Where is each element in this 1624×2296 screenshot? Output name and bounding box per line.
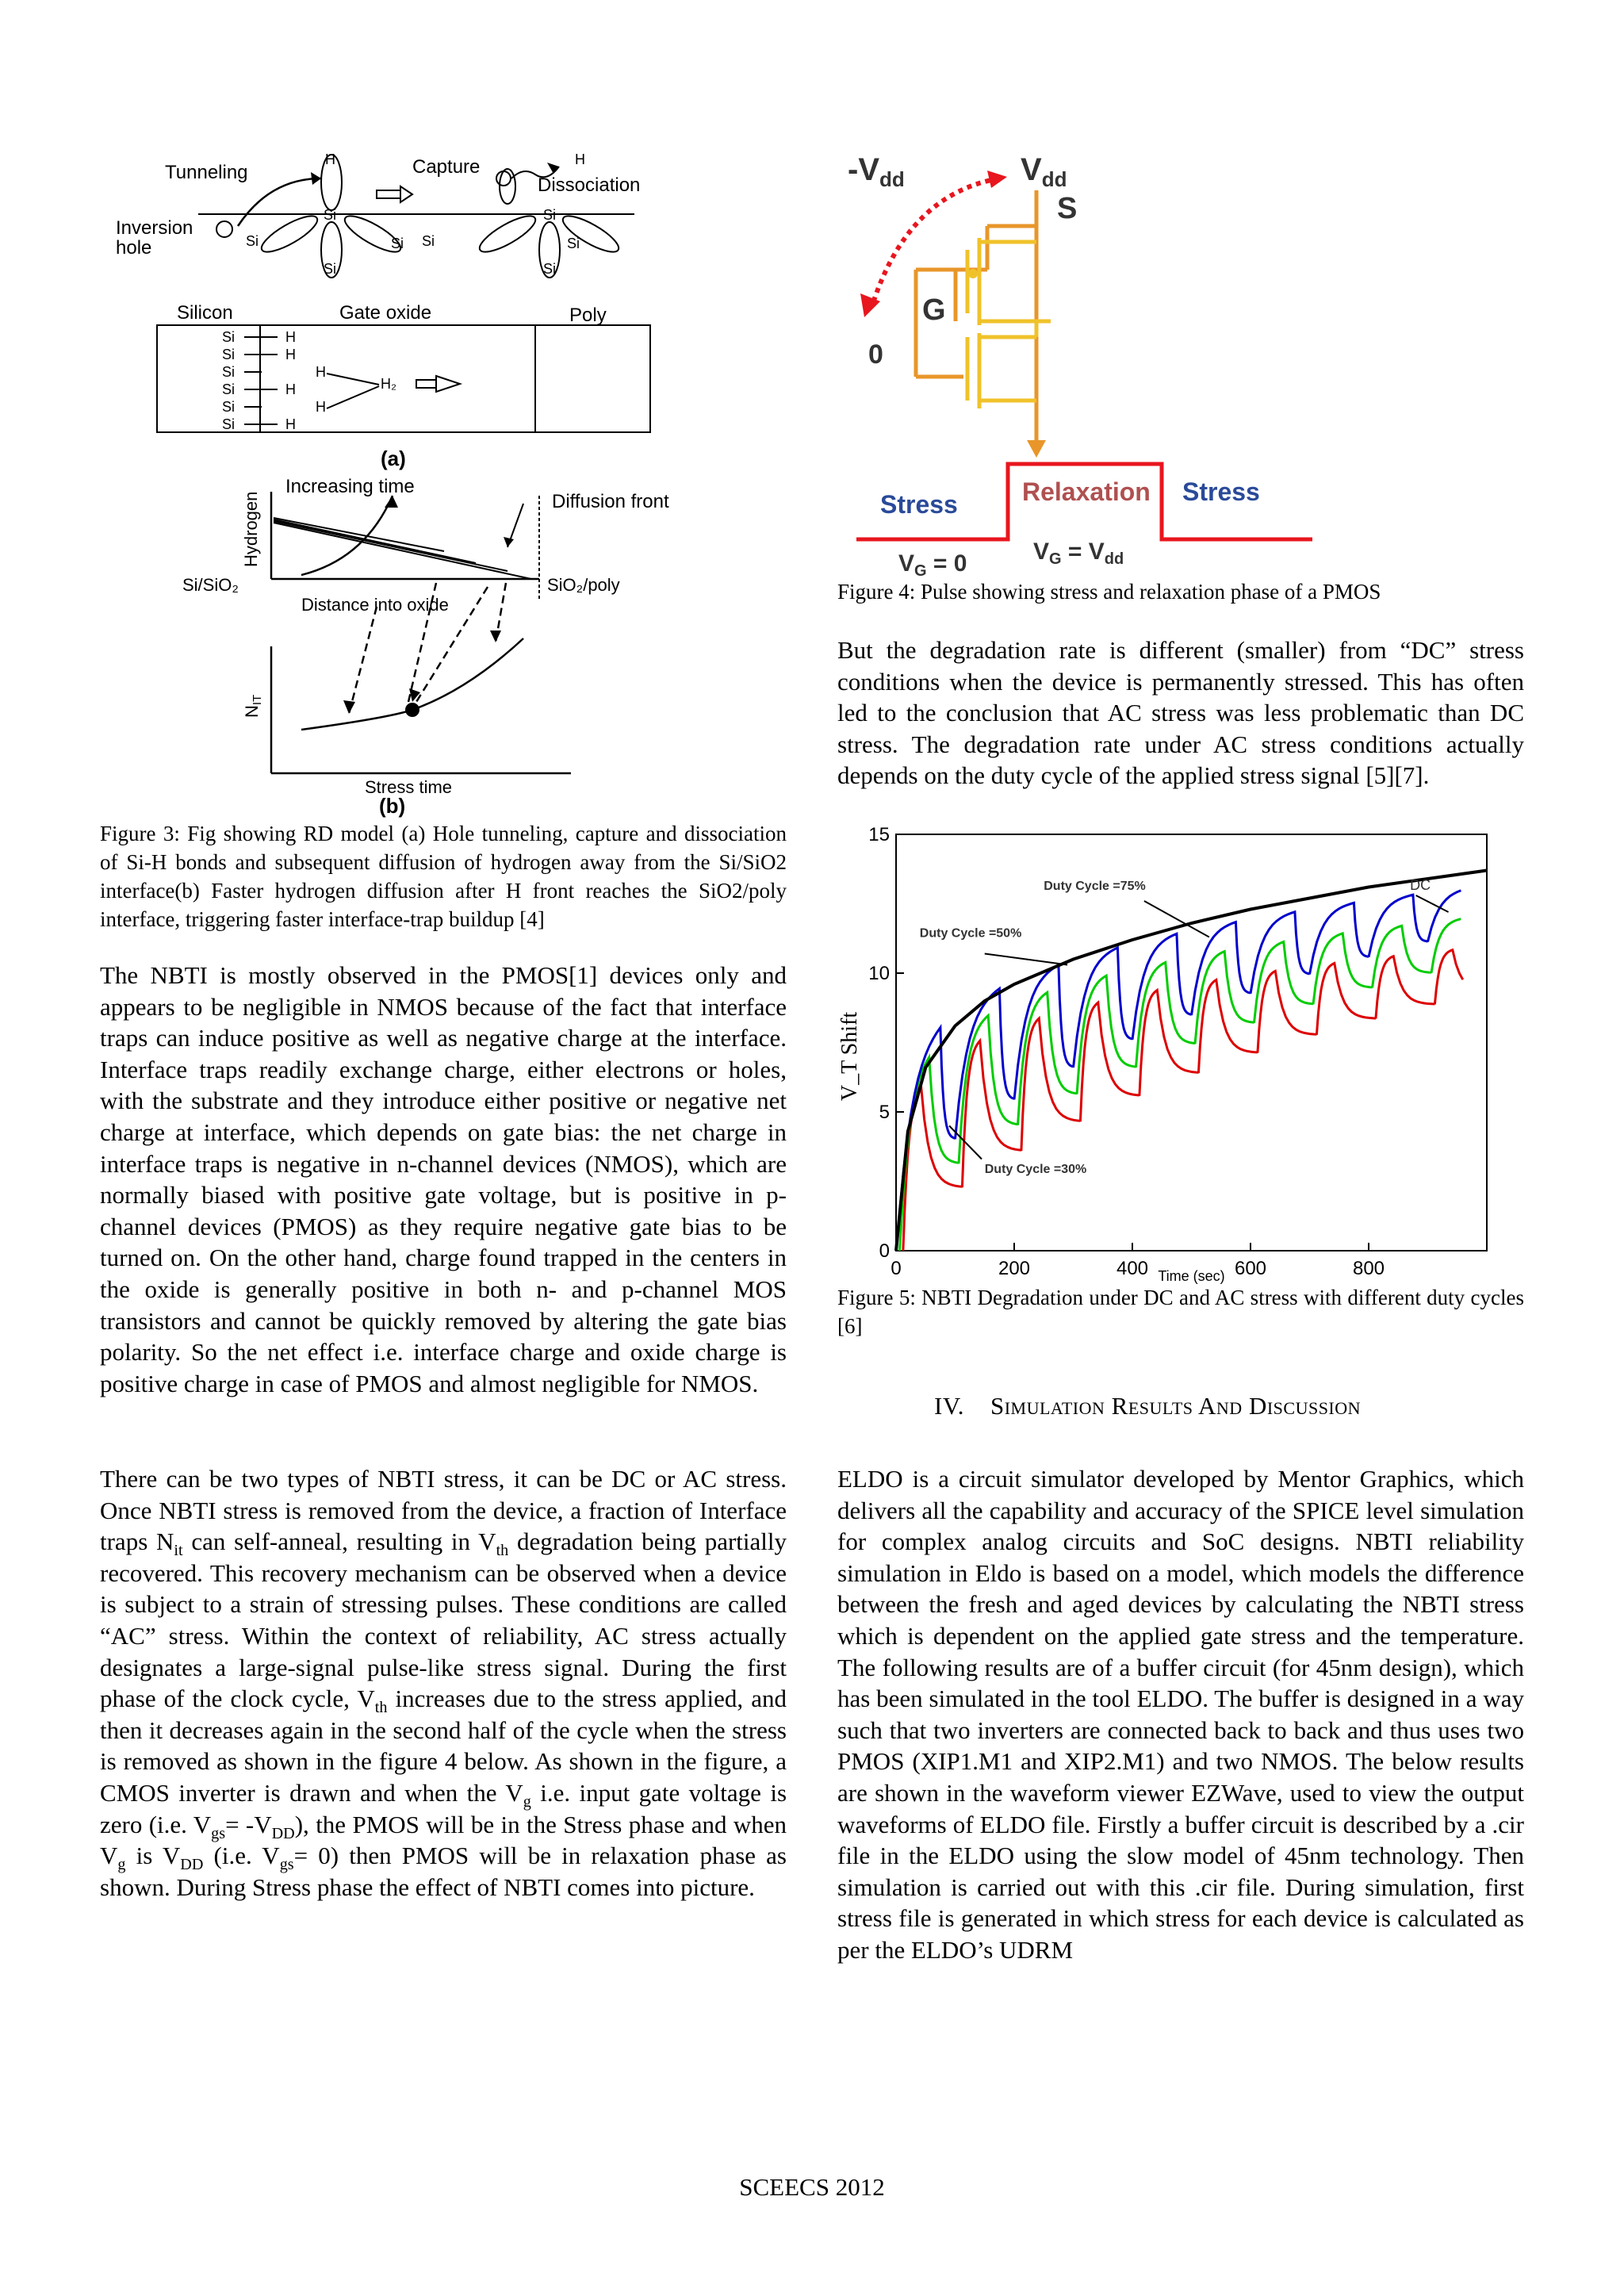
- section-heading: [934, 1392, 1361, 1420]
- annotation-label: Duty Cycle =75%: [1044, 880, 1146, 893]
- figure-5-chart: [829, 825, 1499, 1285]
- label-vg-vdd: $V_G = V_{dd}$: [1033, 539, 1124, 568]
- label-dissociation: Dissociation: [538, 174, 641, 196]
- h-col-3: H: [316, 364, 326, 380]
- series-line-duty-cycle-30-: [903, 950, 1463, 1251]
- left-paragraph-2: There can be two types of NBTI stress, it can be DC or AC stress. Once NBTI stress is removed from the device, a fraction of Interface traps $N_{it}$ can self-anneal, resulting in $V_{th}$ degradation being partially recovered. This recovery mechanism can be observed when a device is subject to a strain of stressing pulses. These conditions are called “AC” stress. Within the context of reliability, AC stress actually designates a large-signal pulse-like stress signal. During the first phase of the clock cycle, $V_{th}$ increases due to the stress applied, and then it decreases again in the second half of the cycle when the stress is removed as shown in the figure 4 below. As shown in the figure, a CMOS inverter is drawn and when the $V_g$ i.e. input gate voltage is zero (i.e. $V_{gs}= -V_{DD}$), the PMOS will be in the Stress phase and when $V_g$ is $V_{DD}$ (i.e. $V_{gs}= 0$) then PMOS will be in relaxation phase as shown. During Stress phase the effect of NBTI comes into picture.: [100, 1465, 787, 1901]
- label-poly: Poly: [569, 305, 607, 326]
- annotation-label: Duty Cycle =30%: [984, 1163, 1087, 1176]
- figure-3b-diagram: [174, 472, 690, 817]
- annotation-arrow: [985, 954, 1067, 965]
- label-stress-right: Stress: [1182, 477, 1260, 506]
- label-silicon: Silicon: [177, 302, 233, 324]
- label-tunneling: Tunneling: [165, 162, 248, 183]
- x-tick-label: 200: [998, 1258, 1031, 1279]
- page-footer: SCEECS 2012: [739, 2173, 885, 2201]
- series-line-duty-cycle-75-: [896, 891, 1461, 1251]
- y-tick-label: 15: [868, 824, 890, 845]
- annotation-arrow: [1144, 901, 1209, 937]
- si-col-1: Si: [222, 329, 236, 345]
- si-col-2: Si: [222, 347, 236, 362]
- label-gate-oxide: Gate oxide: [339, 302, 432, 324]
- h-col-2: H: [285, 347, 296, 362]
- figure-4-diagram: [837, 147, 1328, 580]
- label-vdd: $V_{dd}$: [1021, 152, 1067, 191]
- label-increasing-time: Increasing time: [285, 476, 415, 497]
- label-stress-left: Stress: [880, 490, 958, 519]
- label-zero: 0: [868, 339, 883, 370]
- label-relaxation: Relaxation: [1022, 477, 1151, 506]
- y-tick-label: 10: [868, 963, 890, 984]
- figure-3-caption: Figure 3: Fig showing RD model (a) Hole tunneling, capture and dissociation of Si-H bonds and subsequent diffusion of hydrogen away from the Si/SiO2 interface(b) Faster hydrogen diffusion after H front reaches the SiO2/poly interface, triggering faster interface-trap buildup [4]: [100, 822, 787, 931]
- label-hydrogen: Hydrogen: [241, 491, 261, 567]
- h2-label: H₂: [381, 376, 396, 392]
- label-diffusion-front: Diffusion front: [552, 491, 669, 512]
- label-s: S: [1057, 192, 1078, 225]
- si-col-4: Si: [222, 381, 236, 397]
- label-inversion: Inversion: [116, 217, 193, 239]
- y-tick-label: 0: [879, 1240, 890, 1262]
- figure-4-caption: Figure 4: Pulse showing stress and relaxation phase of a PMOS: [837, 580, 1381, 604]
- y-axis-label: V_T Shift: [837, 1011, 862, 1102]
- label-stress-time: Stress time: [365, 777, 453, 797]
- si-2: Si: [324, 207, 337, 223]
- si-6: Si: [543, 207, 557, 223]
- si-col-5: Si: [222, 399, 236, 415]
- si-col-3: Si: [222, 364, 236, 380]
- annotation-label: Duty Cycle =50%: [919, 926, 1022, 941]
- label-vg-zero: $V_G = 0$: [898, 550, 967, 580]
- right-paragraph-1: But the degradation rate is different (smaller) from “DC” stress conditions when the device is permanently stressed. This has often led to the conclusion that AC stress was less problematic than DC stress. The degradation rate under AC stress conditions actually depends on the duty cycle of the applied stress signal [5][7].: [837, 636, 1524, 790]
- section-title: Simulation Results And Discussion: [990, 1392, 1362, 1420]
- section-number: IV.: [934, 1392, 964, 1420]
- si-col-6: Si: [222, 416, 236, 432]
- si-5: Si: [422, 233, 435, 249]
- label-si-sio2: Si/SiO₂: [182, 575, 239, 595]
- figure-5-caption: Figure 5: NBTI Degradation under DC and AC stress with different duty cycles [6]: [837, 1286, 1524, 1338]
- h-col-4: H: [285, 381, 296, 397]
- label-capture: Capture: [412, 156, 481, 178]
- si-1: Si: [246, 233, 259, 249]
- label-hole: hole: [116, 237, 152, 259]
- x-tick-label: 0: [891, 1258, 902, 1279]
- label-neg-vdd: $-V_{dd}$: [848, 152, 905, 191]
- label-distance: Distance into oxide: [301, 595, 449, 615]
- si-4: Si: [324, 261, 337, 277]
- fig3b-panel-label: (b): [379, 794, 406, 818]
- fig3a-panel-label: (a): [381, 447, 406, 470]
- figure-3a-diagram: [111, 147, 666, 472]
- label-sio2-poly: SiO₂/poly: [547, 575, 620, 595]
- h-col-5: H: [316, 399, 326, 415]
- x-tick-label: 600: [1234, 1258, 1267, 1279]
- x-tick-label: 400: [1116, 1258, 1149, 1279]
- left-paragraph-1: The NBTI is mostly observed in the PMOS[1] devices only and appears to be negligible in NMOS because of the fact that interface traps can induce positive as well as negative charge at the interface. Interface traps readily exchange charge, either electrons or holes, with the substrate and they introduce either positive or negative net charge at interface, which depends on gate bias: the net charge in interface traps is negative in n-channel devices (NMOS), which are normally biased with positive gate voltage, but is positive in p-channel devices (PMOS) as they require negative gate bias to be turned on. On the other hand, charge found trapped in the centers in the oxide is generally positive in both n- and p-channel MOS transistors and cannot be quickly removed by altering the gate bias polarity. So the net effect i.e. interface charge and oxide charge is positive charge in case of PMOS and almost negligible for NMOS.: [100, 961, 787, 1397]
- label-h-top2: H: [575, 151, 585, 167]
- x-tick-label: 800: [1352, 1258, 1385, 1279]
- si-8: Si: [543, 261, 557, 277]
- y-tick-label: 5: [879, 1102, 890, 1123]
- h-col-6: H: [285, 416, 296, 432]
- label-g: G: [922, 293, 946, 327]
- right-paragraph-2: ELDO is a circuit simulator developed by Mentor Graphics, which delivers all the capability and accuracy of the SPICE level simulation for complex analog circuits and SoC designs. NBTI reliability simulation in Eldo is based on a model, which models the difference between the fresh and aged devices by calculating the NBTI stress which is dependent on the applied gate stress and the temperature. The following results are of a buffer circuit (for 45nm design), which has been simulated in the tool ELDO. The buffer is designed in a way such that two inverters are connected back to back and thus uses two PMOS (XIP1.M1 and XIP2.M1) and two NMOS. The below results are shown in the waveform viewer EZWave, used to view the output waveforms of ELDO file. Firstly a buffer circuit is described by a .cir file in the ELDO using the slow model of 45nm technology. Then simulation is carried out with this .cir file. During simulation, first stress file is generated in which stress for each device is calculated as per the ELDO’s UDRM: [837, 1465, 1524, 1964]
- si-3: Si: [391, 236, 404, 251]
- x-axis-label: Time (sec): [1158, 1268, 1225, 1284]
- label-h-top1: H: [325, 151, 335, 167]
- si-7: Si: [567, 236, 580, 251]
- label-nit: NIT: [242, 694, 264, 718]
- annotation-label: DC: [1410, 877, 1431, 893]
- h-col-1: H: [285, 329, 296, 345]
